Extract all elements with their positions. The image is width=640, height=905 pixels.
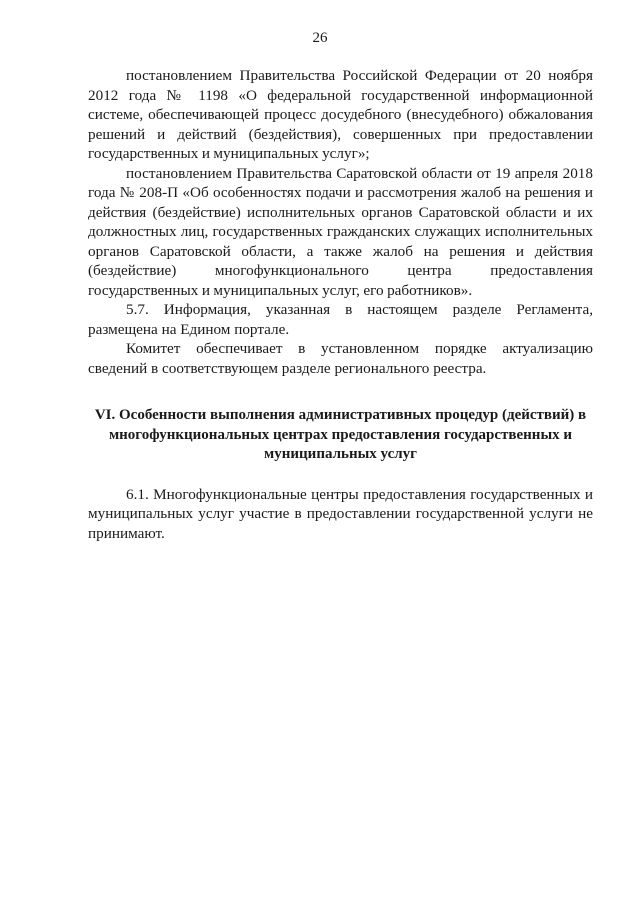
section-6-heading: VI. Особенности выполнения административных процедур (действий) в многофункциональных центрах предоставления государственных и муниципальных услуг bbox=[94, 407, 587, 462]
page-content bbox=[88, 66, 593, 543]
page-number: 26 bbox=[312, 30, 328, 46]
paragraph-decree-208p: постановлением Правительства Саратовской области от 19 апреля 2018 года № 208-П «Об особенностях подачи и рассмотрения жалоб на решения и действия (бездействие) исполнительных органов Саратовской области и их должностных лиц, государственных гражданских служащих исполнительных органов Саратовской области, а также жалоб на решения и действия (бездействие) многофункционального центра предоставления государственных и муниципальных услуг, его работников». bbox=[88, 164, 593, 299]
section-6-body bbox=[88, 485, 593, 544]
paragraph-6-1: 6.1. Многофункциональные центры предоставления государственных и муниципальных услуг участие в предоставлении государственной услуги не принимают. bbox=[88, 485, 593, 542]
paragraph-committee: Комитет обеспечивает в установленном порядке актуализацию сведений в соответствующем разделе регионального реестра. bbox=[88, 340, 593, 377]
paragraph-decree-1198: постановлением Правительства Российской Федерации от 20 ноября 2012 года № 1198 «О федеральной государственной информационной системе, обеспечивающей процесс досудебного (внесудебного) обжалования решений и действий (бездействия), совершенных при предоставлении государственных и муниципальных услуг»; bbox=[88, 67, 593, 162]
paragraph-5-7: 5.7. Информация, указанная в настоящем разделе Регламента, размещена на Едином портале. bbox=[88, 301, 593, 338]
